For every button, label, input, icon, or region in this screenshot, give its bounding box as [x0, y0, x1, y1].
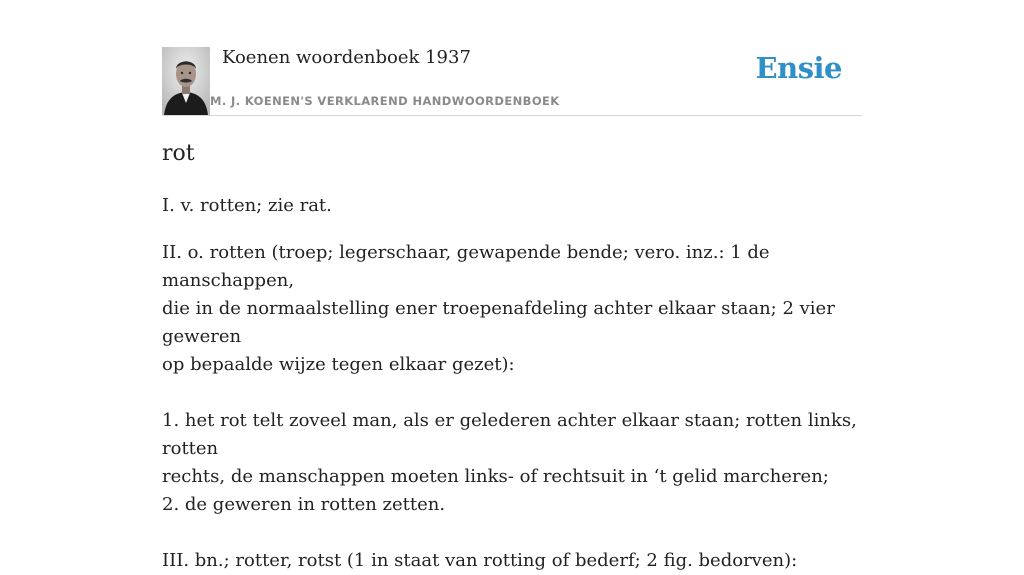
- site-header: [162, 46, 862, 116]
- sense-2-item-1-line-2: rechts, de manschappen moeten links- of rechtsuit in ‘t gelid marcheren;: [162, 466, 829, 487]
- site-title[interactable]: Koenen woordenboek 1937: [222, 47, 471, 68]
- paragraph-spacer: [162, 379, 862, 407]
- sense-2-item-1-line-1: 1. het rot telt zoveel man, als er gelederen achter elkaar staan; rotten links, rotten: [162, 410, 857, 459]
- site-subtitle: M. J. KOENEN'S VERKLAREND HANDWOORDENBOEK: [210, 94, 560, 108]
- sense-3: III. bn.; rotter, rotst (1 in staat van rotting of bederf; 2 fig. bedorven):: [162, 550, 798, 571]
- sense-1: I. v. rotten; zie rat.: [162, 195, 332, 216]
- sense-2: [162, 239, 862, 575]
- entry-headword: rot: [162, 141, 195, 166]
- sense-2-intro-line-1: II. o. rotten (troep; legerschaar, gewapende bende; vero. inz.: 1 de manschappen,: [162, 242, 770, 291]
- entry-content: [162, 138, 862, 575]
- sense-2-intro-line-3: op bepaalde wijze tegen elkaar gezet):: [162, 354, 515, 375]
- ensie-logo-link[interactable]: Ensie: [755, 51, 842, 85]
- sense-2-item-2: 2. de geweren in rotten zetten.: [162, 494, 446, 515]
- author-portrait-avatar[interactable]: [162, 47, 210, 115]
- paragraph-spacer: [162, 519, 862, 547]
- sense-2-intro-line-2: die in de normaalstelling ener troepenafdeling achter elkaar staan; 2 vier geweren: [162, 298, 835, 347]
- portrait-photo-icon: [162, 47, 210, 115]
